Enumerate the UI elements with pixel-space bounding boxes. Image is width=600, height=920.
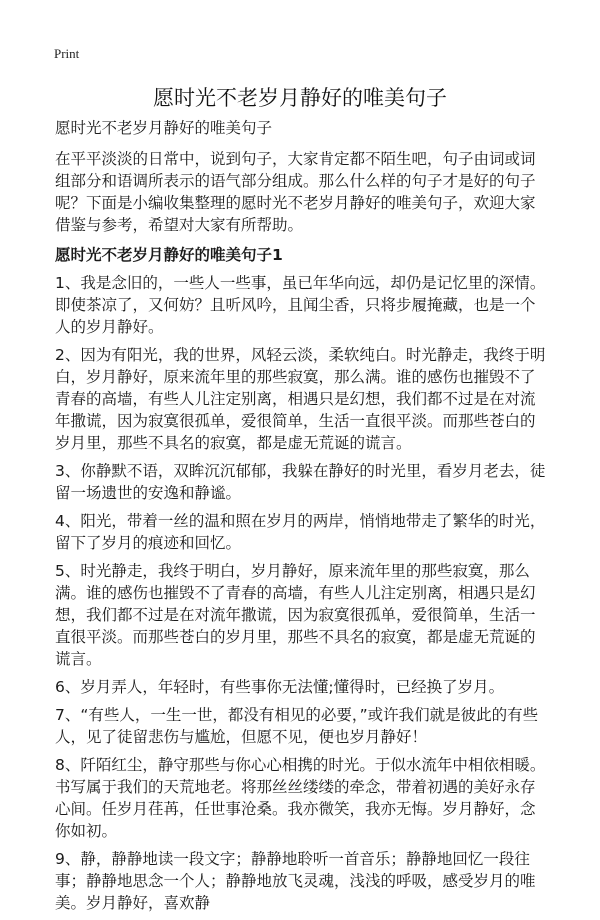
document-subtitle: 愿时光不老岁月静好的唯美句子 — [55, 119, 273, 137]
quote-paragraph-4: 4、阳光，带着一丝的温和照在岁月的两岸，悄悄地带走了繁华的时光，留下了岁月的痕迹和回忆。 — [55, 512, 546, 552]
quote-paragraph-7: 7、“有些人，一生一世，都没有相见的必要，”或许我们就是彼此的有些人，见了徒留悲伤与尴尬，但愿不见，便也岁月静好！ — [55, 706, 539, 746]
quote-paragraph-6: 6、岁月弄人，年轻时，有些事你无法懂;懂得时，已经换了岁月。 — [55, 678, 505, 696]
print-link[interactable]: Print — [54, 46, 80, 61]
document-title: 愿时光不老岁月静好的唯美句子 — [153, 86, 447, 110]
quote-paragraph-1: 1、我是念旧的，一些人一些事，虽已年华向远，却仍是记忆里的深情。即使茶凉了，又何妨？且听风吟，且闻尘香，只将步履掩藏，也是一个人的岁月静好。 — [55, 274, 546, 336]
quote-paragraph-3: 3、你静默不语，双眸沉沉郁郁，我躲在静好的时光里，看岁月老去，徒留一场遗世的安逸和静谧。 — [55, 462, 546, 502]
section-heading: 愿时光不老岁月静好的唯美句子1 — [55, 246, 283, 264]
quote-paragraph-9: 9、静，静静地读一段文字；静静地聆听一首音乐；静静地回忆一段往事；静静地思念一个人；静静地放飞灵魂，浅浅的呼吸，感受岁月的唯美。岁月静好，喜欢静 — [55, 850, 536, 912]
document-body — [55, 117, 547, 920]
quote-paragraph-2: 2、因为有阳光，我的世界，风轻云淡，柔软纯白。时光静走，我终于明白，岁月静好，原来流年里的那些寂寞，那么满。谁的感伤也摧毁不了青春的高墙，有些人儿注定别离，相遇只是幻想，我们都不过是在对流年撒谎，因为寂寞很孤单，爱很简单，生活一直很平淡。而那些苍白的岁月里，那些不具名的寂寞，都是虚无荒诞的谎言。 — [55, 346, 546, 452]
quote-paragraph-8: 8、阡陌红尘，静守那些与你心心相携的时光。于似水流年中相依相暖。书写属于我们的天荒地老。将那丝丝缕缕的牵念，带着初遇的美好永存心间。任岁月荏苒，任世事沧桑。我亦微笑，我亦无悔。岁月静好，念你如初。 — [55, 756, 546, 840]
intro-paragraph: 在平平淡淡的日常中，说到句子，大家肯定都不陌生吧，句子由词或词组部分和语调所表示的语气部分组成。那么什么样的句子才是好的句子呢？下面是小编收集整理的愿时光不老岁月静好的唯美句子，欢迎大家借鉴与参考，希望对大家有所帮助。 — [55, 150, 536, 234]
quote-paragraph-5: 5、时光静走，我终于明白，岁月静好，原来流年里的那些寂寞，那么满。谁的感伤也摧毁不了青春的高墙，有些人儿注定别离，相遇只是幻想，我们都不过是在对流年撒谎，因为寂寞很孤单，爱很简单，生活一直很平淡。而那些苍白的岁月里，那些不具名的寂寞，都是虚无荒诞的谎言。 — [55, 562, 536, 668]
